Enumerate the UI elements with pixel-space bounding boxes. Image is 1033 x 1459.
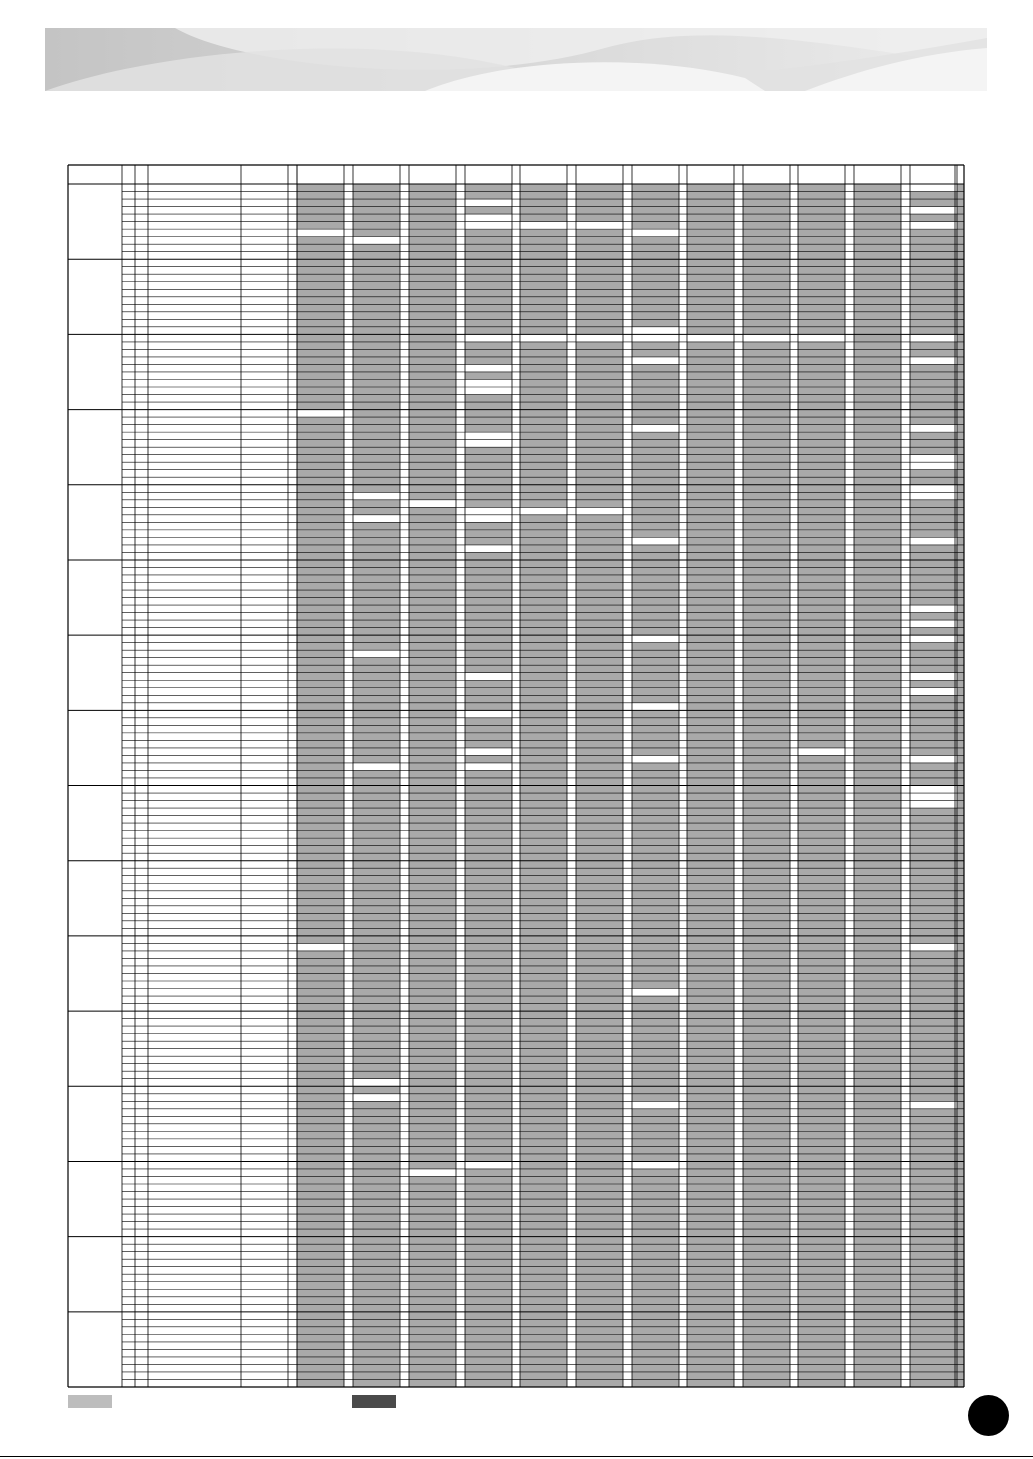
unshaded-cell bbox=[520, 507, 567, 515]
unshaded-cell bbox=[297, 229, 344, 237]
unshaded-cell bbox=[465, 222, 512, 230]
unshaded-cell bbox=[353, 515, 400, 523]
unshaded-cell bbox=[910, 635, 957, 643]
unshaded-cell bbox=[910, 943, 957, 951]
unshaded-cell bbox=[632, 327, 679, 335]
unshaded-cell bbox=[632, 755, 679, 763]
unshaded-cell bbox=[409, 500, 456, 508]
unshaded-cell bbox=[632, 537, 679, 545]
unshaded-cell bbox=[465, 334, 512, 342]
unshaded-cell bbox=[632, 425, 679, 433]
unshaded-cell bbox=[465, 515, 512, 523]
unshaded-cell bbox=[632, 703, 679, 711]
unshaded-cell bbox=[465, 545, 512, 553]
unshaded-cell bbox=[465, 432, 512, 440]
unshaded-cell bbox=[798, 748, 845, 756]
unshaded-cell bbox=[520, 334, 567, 342]
unshaded-cell bbox=[465, 763, 512, 771]
unshaded-cell bbox=[465, 199, 512, 207]
unshaded-cell bbox=[910, 1101, 957, 1109]
footer-rule bbox=[0, 1456, 1033, 1457]
unshaded-cell bbox=[632, 357, 679, 365]
unshaded-cell bbox=[743, 334, 790, 342]
unshaded-cell bbox=[910, 793, 957, 801]
unshaded-cell bbox=[632, 334, 679, 342]
unshaded-cell bbox=[465, 387, 512, 395]
unshaded-cell bbox=[465, 364, 512, 372]
legend-swatch-dark-gray bbox=[352, 1395, 396, 1408]
legend-swatch-light-gray bbox=[68, 1395, 112, 1408]
unshaded-cell bbox=[409, 1169, 456, 1177]
unshaded-cell bbox=[465, 710, 512, 718]
unshaded-cell bbox=[910, 334, 957, 342]
unshaded-cell bbox=[910, 462, 957, 470]
unshaded-cell bbox=[910, 688, 957, 696]
unshaded-cell bbox=[910, 222, 957, 230]
unshaded-cell bbox=[465, 379, 512, 387]
unshaded-cell bbox=[910, 184, 957, 192]
page-number-badge bbox=[968, 1395, 1009, 1436]
unshaded-cell bbox=[910, 425, 957, 433]
unshaded-cell bbox=[576, 507, 623, 515]
unshaded-cell bbox=[353, 1079, 400, 1087]
unshaded-cell bbox=[910, 801, 957, 809]
unshaded-cell bbox=[576, 222, 623, 230]
unshaded-cell bbox=[910, 455, 957, 463]
unshaded-cell bbox=[632, 989, 679, 997]
unshaded-cell bbox=[910, 537, 957, 545]
unshaded-cell bbox=[910, 492, 957, 500]
unshaded-cell bbox=[297, 943, 344, 951]
unshaded-cell bbox=[910, 620, 957, 628]
unshaded-cell bbox=[687, 334, 734, 342]
unshaded-cell bbox=[465, 748, 512, 756]
unshaded-cell bbox=[465, 214, 512, 222]
unshaded-cell bbox=[353, 1094, 400, 1102]
unshaded-cell bbox=[910, 485, 957, 493]
unshaded-cell bbox=[465, 507, 512, 515]
unshaded-cell bbox=[798, 334, 845, 342]
unshaded-cell bbox=[297, 410, 344, 418]
unshaded-cell bbox=[910, 357, 957, 365]
unshaded-cell bbox=[576, 334, 623, 342]
unshaded-cell bbox=[353, 492, 400, 500]
unshaded-cell bbox=[910, 207, 957, 215]
unshaded-cell bbox=[910, 755, 957, 763]
unshaded-cell bbox=[465, 673, 512, 681]
unshaded-cell bbox=[465, 1161, 512, 1169]
unshaded-cell bbox=[520, 222, 567, 230]
unshaded-cell bbox=[910, 786, 957, 794]
unshaded-cell bbox=[353, 763, 400, 771]
unshaded-cell bbox=[465, 440, 512, 448]
unshaded-cell bbox=[353, 237, 400, 245]
unshaded-cell bbox=[632, 635, 679, 643]
unshaded-cell bbox=[632, 1161, 679, 1169]
unshaded-cell bbox=[353, 650, 400, 658]
unshaded-cell bbox=[632, 229, 679, 237]
unshaded-cell bbox=[910, 605, 957, 613]
unshaded-cell bbox=[910, 673, 957, 681]
unshaded-cell bbox=[632, 1101, 679, 1109]
